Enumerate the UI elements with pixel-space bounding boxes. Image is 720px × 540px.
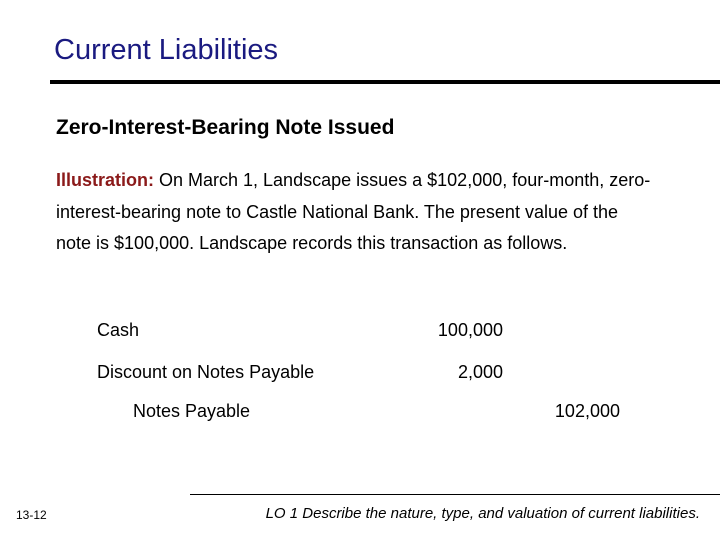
entry-account-discount: Discount on Notes Payable <box>97 362 315 382</box>
entry-account-cash: Cash <box>97 320 140 340</box>
illustration-label: Illustration: <box>56 170 154 190</box>
illustration-text: On March 1, Landscape issues a $102,000, four-month, zero-interest-bearing note to Castle National Bank. The present value of the note is $100,000. Landscape records this transaction as follows. <box>56 170 651 253</box>
entry-debit-cash: 100,000 <box>437 320 503 340</box>
footer-divider <box>190 494 720 495</box>
slide-number: 13-12 <box>16 508 47 522</box>
title-divider <box>50 80 720 84</box>
entry-account-notes-payable: Notes Payable <box>133 401 251 421</box>
slide-subtitle: Zero-Interest-Bearing Note Issued <box>56 116 395 139</box>
entry-credit-notes-payable: 102,000 <box>554 401 620 421</box>
learning-objective: LO 1 Describe the nature, type, and valuation of current liabilities. <box>265 505 700 522</box>
slide-title: Current Liabilities <box>54 34 279 66</box>
entry-debit-discount: 2,000 <box>457 362 503 382</box>
illustration-paragraph <box>56 165 656 260</box>
